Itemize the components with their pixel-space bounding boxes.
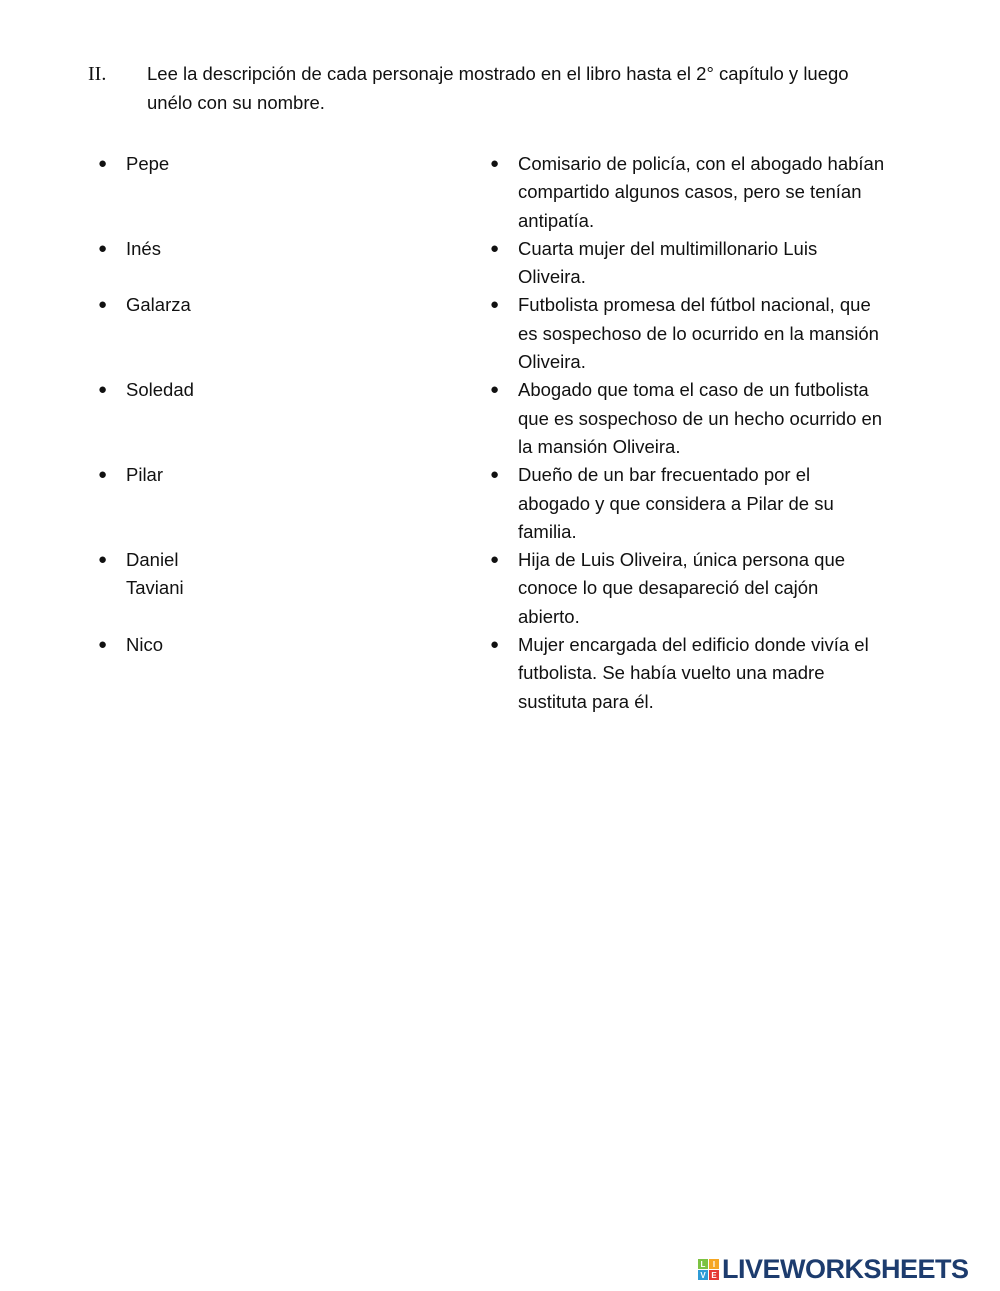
matching-row xyxy=(0,546,1000,631)
logo-cube-icon xyxy=(698,1259,719,1280)
character-description xyxy=(490,461,1000,546)
character-description-line: compartido algunos casos, pero se tenían xyxy=(518,181,862,203)
logo-letter: E xyxy=(709,1270,719,1280)
character-name-cell xyxy=(98,631,163,659)
bullet-icon: ● xyxy=(490,155,500,172)
character-name-cell xyxy=(98,291,191,319)
character-description xyxy=(490,631,1000,716)
bullet-icon: ● xyxy=(98,155,108,172)
bullet-icon: ● xyxy=(98,636,108,654)
bullet-icon: ● xyxy=(98,239,108,257)
character-description-line: Hija de Luis Oliveira, única persona que xyxy=(518,549,846,571)
character-description-line: futbolista. Se había vuelto una madre xyxy=(518,662,825,684)
matching-row xyxy=(0,631,1000,716)
matching-row xyxy=(0,376,1000,461)
character-description xyxy=(490,546,1000,631)
bullet-icon: ● xyxy=(490,636,500,654)
character-name-line: Daniel xyxy=(126,549,179,571)
character-description xyxy=(490,235,1000,292)
character-description-line: que es sospechoso de un hecho ocurrido en xyxy=(518,407,883,429)
section-numeral: II. xyxy=(88,63,107,85)
character-name-line: Pepe xyxy=(126,153,170,174)
instruction-text xyxy=(147,59,947,117)
description-cell xyxy=(490,631,1000,716)
instruction-line: Lee la descripción de cada personaje mostrado en el libro hasta el 2° capítulo y luego xyxy=(147,63,849,84)
character-description-line: la mansión Oliveira. xyxy=(518,435,681,457)
character-description-line: Mujer encargada del edificio donde vivía el xyxy=(518,634,869,656)
liveworksheets-logo xyxy=(698,1254,969,1285)
character-name xyxy=(98,546,184,603)
logo-text: LIVEWORKSHEETS xyxy=(722,1254,969,1284)
character-name-line: Taviani xyxy=(126,577,184,599)
character-description xyxy=(490,291,1000,376)
character-description-line: Abogado que toma el caso de un futbolista xyxy=(518,379,869,401)
character-description-line: abierto. xyxy=(518,605,580,627)
bullet-icon: ● xyxy=(490,381,500,399)
bullet-icon: ● xyxy=(98,551,108,569)
character-name-line: Soledad xyxy=(126,379,194,401)
character-description-line: Cuarta mujer del multimillonario Luis xyxy=(518,237,818,259)
character-description-line: Oliveira. xyxy=(518,266,586,288)
character-description-line: Futbolista promesa del fútbol nacional, que xyxy=(518,294,871,316)
bullet-icon: ● xyxy=(490,551,500,569)
character-name-cell xyxy=(98,235,161,263)
matching-row xyxy=(0,235,1000,292)
bullet-icon: ● xyxy=(490,466,500,484)
character-name xyxy=(98,150,169,178)
description-cell xyxy=(490,235,1000,292)
character-description-line: Oliveira. xyxy=(518,351,586,373)
instruction-line: unélo con su nombre. xyxy=(147,92,325,113)
character-name xyxy=(98,291,191,319)
character-name-line: Pilar xyxy=(126,464,164,486)
character-name-cell xyxy=(98,376,194,404)
character-name xyxy=(98,631,163,659)
character-description-line: es sospechoso de lo ocurrido en la mansión xyxy=(518,322,879,344)
matching-row xyxy=(0,150,1000,235)
character-name xyxy=(98,235,161,263)
character-name-line: Inés xyxy=(126,237,161,259)
character-description-line: abogado y que considera a Pilar de su xyxy=(518,492,834,514)
description-cell xyxy=(490,150,1000,235)
matching-row xyxy=(0,461,1000,546)
logo-letter: I xyxy=(709,1259,719,1269)
description-cell xyxy=(490,546,1000,631)
matching-list xyxy=(0,150,1000,716)
character-description-line: Comisario de policía, con el abogado habían xyxy=(518,153,885,174)
character-name-cell xyxy=(98,546,184,603)
character-description-line: Dueño de un bar frecuentado por el xyxy=(518,464,811,486)
character-name xyxy=(98,461,163,489)
character-description-line: conoce lo que desapareció del cajón xyxy=(518,577,819,599)
character-name-cell xyxy=(98,150,169,178)
character-description xyxy=(490,150,1000,235)
logo-letter: L xyxy=(698,1259,708,1269)
description-cell xyxy=(490,376,1000,461)
character-description-line: sustituta para él. xyxy=(518,690,654,712)
character-name xyxy=(98,376,194,404)
character-description xyxy=(490,376,1000,461)
character-name-line: Nico xyxy=(126,634,164,656)
bullet-icon: ● xyxy=(98,296,108,314)
character-description-line: antipatía. xyxy=(518,209,595,231)
description-cell xyxy=(490,291,1000,376)
matching-row xyxy=(0,291,1000,376)
character-name-line: Galarza xyxy=(126,294,191,316)
bullet-icon: ● xyxy=(490,296,500,314)
description-cell xyxy=(490,461,1000,546)
logo-letter: V xyxy=(698,1270,708,1280)
bullet-icon: ● xyxy=(98,466,108,484)
character-description-line: familia. xyxy=(518,520,577,542)
bullet-icon: ● xyxy=(98,381,108,399)
bullet-icon: ● xyxy=(490,239,500,257)
character-name-cell xyxy=(98,461,163,489)
